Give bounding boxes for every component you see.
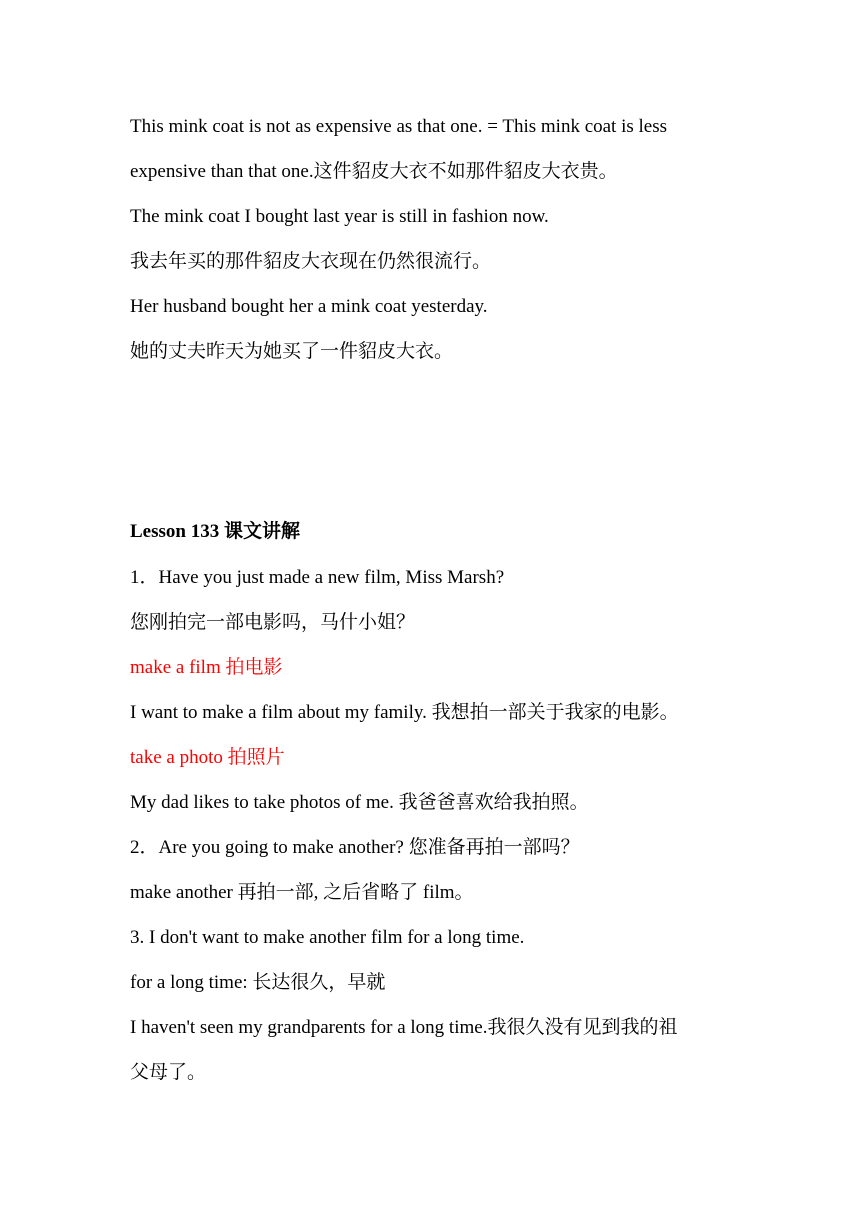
example-for-a-long-time: I haven't seen my grandparents for a long time.我很久没有见到我的祖 [130, 1017, 678, 1038]
note-make-another: make another 再拍一部, 之后省略了 film。 [130, 882, 474, 903]
phrase-make-a-film: make a film 拍电影 [130, 657, 283, 678]
example-continuation: 父母了。 [130, 1062, 207, 1083]
text-line: The mink coat I bought last year is still in fashion now. [130, 206, 549, 227]
lesson-title: Lesson 133 课文讲解 [130, 521, 300, 542]
phrase-take-a-photo: take a photo 拍照片 [130, 747, 285, 768]
example-take-a-photo: My dad likes to take photos of me. 我爸爸喜欢给我拍照。 [130, 792, 589, 813]
text-line-chinese: 她的丈夫昨天为她买了一件貂皮大衣。 [130, 341, 454, 362]
text-line: Her husband bought her a mink coat yesterday. [130, 296, 488, 317]
sentence-1: 1．Have you just made a new film, Miss Marsh? [130, 567, 505, 588]
text-line: This mink coat is not as expensive as that one. = This mink coat is less [130, 116, 668, 137]
example-make-a-film: I want to make a film about my family. 我想拍一部关于我家的电影。 [130, 702, 679, 723]
phrase-for-a-long-time: for a long time: 长达很久，早就 [130, 972, 386, 993]
text-line-chinese: 我去年买的那件貂皮大衣现在仍然很流行。 [130, 251, 492, 272]
sentence-2: 2．Are you going to make another? 您准备再拍一部吗？ [130, 837, 580, 858]
translation-1: 您刚拍完一部电影吗，马什小姐？ [130, 612, 416, 633]
sentence-3: 3. I don't want to make another film for a long time. [130, 927, 525, 948]
text-line: expensive than that one.这件貂皮大衣不如那件貂皮大衣贵。 [130, 161, 618, 182]
